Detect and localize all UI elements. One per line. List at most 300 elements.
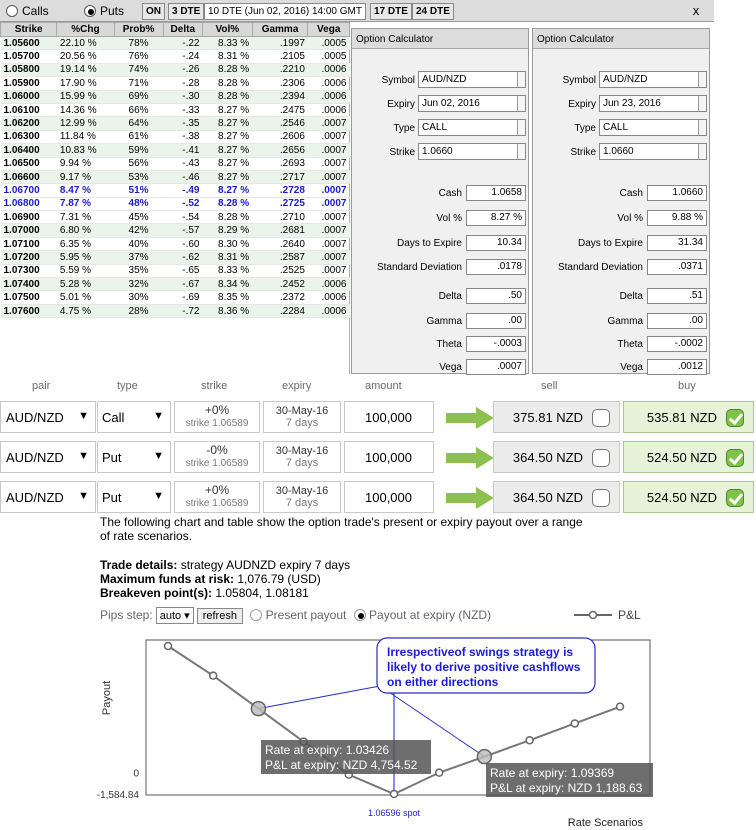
sell-price: 364.50 NZD [512, 490, 583, 505]
strike-select[interactable]: 1.0660 [418, 143, 526, 160]
expiry-date: 30-May-16 [275, 445, 329, 457]
chain-cell: -.30 [163, 90, 202, 103]
chain-header-prob[interactable]: Prob% [114, 23, 163, 37]
chevron-down-icon: ▼ [78, 490, 89, 502]
chain-cell: 11.84 % [57, 130, 114, 143]
legend-marker [590, 612, 597, 619]
expiry-days: 7 days [285, 497, 319, 509]
chain-cell: .0007 [308, 264, 350, 277]
data-point [165, 643, 172, 650]
chain-cell: 8.27 % [202, 144, 252, 157]
chain-cell: -.60 [163, 237, 202, 250]
days-field[interactable]: 10.34 [466, 235, 526, 251]
puts-radio-icon [84, 5, 96, 17]
pips-step-select[interactable]: auto ▾ [156, 607, 194, 624]
pips-step-label: Pips step: [100, 608, 153, 622]
chain-cell: 1.07600 [1, 304, 57, 317]
amount-value: 100,000 [365, 450, 412, 465]
data-point [526, 737, 533, 744]
chain-cell: 8.27 % [202, 170, 252, 183]
strike-value: strike 1.06589 [185, 458, 249, 469]
theta-field[interactable]: -.0002 [647, 336, 707, 352]
arrow-right-icon [446, 407, 494, 429]
chain-cell: .0007 [308, 251, 350, 264]
chain-cell: .1997 [252, 37, 308, 50]
expiry-days: 7 days [285, 457, 319, 469]
breakeven-value: 1.05804, 1.08181 [212, 586, 309, 600]
chain-cell: 8.31 % [202, 50, 252, 63]
chain-cell: .2105 [252, 50, 308, 63]
chain-cell: 5.95 % [57, 251, 114, 264]
tooltip-left-line-1: Rate at expiry: 1.03426 [265, 743, 390, 757]
vega-field[interactable]: .0012 [647, 359, 707, 375]
puts-label: Puts [100, 4, 125, 18]
chain-header-delta[interactable]: Delta [163, 23, 202, 37]
chain-row[interactable] [1, 304, 350, 317]
strike-percent: +0% [204, 483, 230, 497]
chain-cell: -.62 [163, 251, 202, 264]
symbol-label: Symbol [381, 75, 415, 86]
chain-row[interactable] [1, 170, 350, 183]
buy-header: buy [678, 380, 696, 392]
chain-cell: 6.80 % [57, 224, 114, 237]
strike-percent: +0% [204, 403, 230, 417]
trade-details [100, 558, 350, 600]
chain-cell: .2640 [252, 237, 308, 250]
delta-label: Delta [619, 291, 643, 302]
symbol-select[interactable]: AUD/NZD [599, 71, 707, 88]
chain-cell: 8.33 % [202, 264, 252, 277]
chain-cell: .0007 [308, 144, 350, 157]
chain-cell: 56% [114, 157, 163, 170]
x-axis-label: Rate Scenarios [567, 817, 643, 829]
buy-price: 524.50 NZD [646, 490, 717, 505]
arrow-right-icon [446, 447, 494, 469]
type-value: Put [102, 450, 122, 465]
pair-select[interactable] [0, 441, 96, 473]
symbol-label: Symbol [562, 75, 596, 86]
tooltip-right-line-1: Rate at expiry: 1.09369 [490, 766, 615, 780]
annotation-text: likely to derive positive cashflows [387, 660, 581, 674]
chain-cell: .0007 [308, 211, 350, 224]
chain-header-gamma[interactable]: Gamma [252, 23, 308, 37]
chain-cell: 8.30 % [202, 237, 252, 250]
chain-cell: 61% [114, 130, 163, 143]
chain-cell: 28% [114, 304, 163, 317]
chain-cell: -.69 [163, 291, 202, 304]
chain-header-chg[interactable]: %Chg [57, 23, 114, 37]
amount-input[interactable] [344, 401, 434, 433]
chain-header-vol[interactable]: Vol% [202, 23, 252, 37]
type-header: type [117, 380, 138, 392]
chain-cell: .2587 [252, 251, 308, 264]
tab-3dte[interactable]: 3 DTE [168, 3, 204, 20]
chain-cell: 1.06400 [1, 144, 57, 157]
chain-cell: .2693 [252, 157, 308, 170]
data-point [251, 702, 265, 716]
chain-cell: 37% [114, 251, 163, 264]
gamma-field[interactable]: .00 [466, 313, 526, 329]
arrow-right-icon [446, 487, 494, 509]
days-label: Days to Expire [577, 238, 643, 249]
chain-row[interactable] [1, 144, 350, 157]
sell-checkbox[interactable] [592, 409, 610, 427]
chain-cell: .2681 [252, 224, 308, 237]
chain-cell: .0006 [308, 291, 350, 304]
chain-cell: 1.05900 [1, 77, 57, 90]
chain-cell: 71% [114, 77, 163, 90]
chain-cell: .2284 [252, 304, 308, 317]
type-label: Type [393, 123, 415, 134]
pair-value: AUD/NZD [6, 490, 64, 505]
chain-cell: .0005 [308, 37, 350, 50]
chain-cell: 8.27 % [202, 157, 252, 170]
gamma-label: Gamma [426, 316, 462, 327]
chain-cell: 1.07200 [1, 251, 57, 264]
chain-cell: 35% [114, 264, 163, 277]
type-select[interactable] [97, 481, 171, 513]
pair-value: AUD/NZD [6, 410, 64, 425]
tab-17dte[interactable]: 17 DTE [370, 3, 412, 20]
vol-label: Vol % [436, 213, 462, 224]
strike-cell [174, 441, 260, 473]
expiry-select[interactable]: Jun 23, 2016 [599, 95, 707, 112]
chain-cell: 5.59 % [57, 264, 114, 277]
chain-cell: -.28 [163, 77, 202, 90]
chain-cell: .0007 [308, 197, 350, 210]
chain-cell: 8.27 % [202, 130, 252, 143]
chain-cell: .0006 [308, 77, 350, 90]
calls-radio-icon [6, 5, 18, 17]
chain-row[interactable] [1, 50, 350, 63]
vol-field[interactable]: 9.88 % [647, 210, 707, 226]
spot-label: 1.06596 spot [367, 808, 421, 818]
chain-cell: 8.28 % [202, 77, 252, 90]
pair-select[interactable] [0, 481, 96, 513]
chain-cell: 8.47 % [57, 184, 114, 197]
close-icon[interactable]: x [692, 3, 700, 18]
days-field[interactable]: 31.34 [647, 235, 707, 251]
strike-cell [174, 481, 260, 513]
strike-header: strike [201, 380, 228, 392]
vega-label: Vega [620, 362, 643, 373]
amount-input[interactable] [344, 441, 434, 473]
chain-cell: .2372 [252, 291, 308, 304]
chain-cell: .0006 [308, 63, 350, 76]
chevron-down-icon: ▼ [78, 450, 89, 462]
chevron-down-icon [698, 120, 706, 135]
cash-label: Cash [619, 188, 643, 199]
chain-cell: .0007 [308, 184, 350, 197]
chain-cell: 8.27 % [202, 103, 252, 116]
type-label: Type [574, 123, 596, 134]
chain-cell: 69% [114, 90, 163, 103]
chain-cell: .0006 [308, 90, 350, 103]
max-funds-value: 1,076.79 (USD) [234, 572, 321, 586]
tab-10dte[interactable]: 10 DTE (Jun 02, 2016) 14:00 GMT [204, 3, 366, 20]
chain-cell: 8.28 % [202, 197, 252, 210]
chain-cell: .2728 [252, 184, 308, 197]
chain-cell: 76% [114, 50, 163, 63]
check-icon[interactable] [726, 449, 744, 467]
chain-cell: 17.90 % [57, 77, 114, 90]
chain-row[interactable] [1, 90, 350, 103]
chain-cell: -.49 [163, 184, 202, 197]
expiry-toolbar [0, 0, 714, 22]
gamma-field[interactable]: .00 [647, 313, 707, 329]
delta-field[interactable]: .50 [466, 288, 526, 304]
chain-cell: 10.83 % [57, 144, 114, 157]
chain-cell: 66% [114, 103, 163, 116]
chain-cell: 1.07500 [1, 291, 57, 304]
chain-cell: -.26 [163, 63, 202, 76]
chain-cell: 8.28 % [202, 90, 252, 103]
chain-cell: .2210 [252, 63, 308, 76]
chain-cell: 19.14 % [57, 63, 114, 76]
chain-cell: 9.94 % [57, 157, 114, 170]
delta-field[interactable]: .51 [647, 288, 707, 304]
y-tick-label: 0 [133, 768, 139, 780]
chevron-down-icon: ▼ [153, 450, 164, 462]
chain-cell: .0006 [308, 103, 350, 116]
chain-row[interactable] [1, 291, 350, 304]
calls-radio[interactable] [6, 4, 49, 18]
chain-cell: 1.06800 [1, 197, 57, 210]
chain-cell: 1.07100 [1, 237, 57, 250]
breakeven-label: Breakeven point(s): [100, 586, 213, 600]
chain-row[interactable] [1, 237, 350, 250]
chain-cell: -.57 [163, 224, 202, 237]
sd-label: Standard Deviation [557, 262, 643, 273]
calls-label: Calls [22, 4, 49, 18]
on-button[interactable]: ON [142, 3, 165, 20]
chain-cell: 42% [114, 224, 163, 237]
calculator-title: Option Calculator [352, 29, 528, 49]
calculator-title: Option Calculator [533, 29, 709, 49]
chain-cell: -.38 [163, 130, 202, 143]
chain-cell: .2710 [252, 211, 308, 224]
cash-field[interactable]: 1.0658 [466, 185, 526, 201]
vega-field[interactable]: .0007 [466, 359, 526, 375]
buy-price-button[interactable] [623, 441, 754, 473]
chain-cell: -.52 [163, 197, 202, 210]
type-select[interactable]: CALL [599, 119, 707, 136]
vega-label: Vega [439, 362, 462, 373]
chain-cell: -.22 [163, 37, 202, 50]
chain-cell: 12.99 % [57, 117, 114, 130]
chain-cell: 8.33 % [202, 37, 252, 50]
chain-cell: -.43 [163, 157, 202, 170]
type-select[interactable]: CALL [418, 119, 526, 136]
symbol-select[interactable]: AUD/NZD [418, 71, 526, 88]
chain-cell: -.24 [163, 50, 202, 63]
chain-cell: -.46 [163, 170, 202, 183]
expiry-label: Expiry [568, 99, 596, 110]
data-point [210, 672, 217, 679]
check-icon[interactable] [726, 489, 744, 507]
chain-cell: 8.36 % [202, 304, 252, 317]
chain-row[interactable] [1, 157, 350, 170]
sell-checkbox[interactable] [592, 489, 610, 507]
chain-cell: 1.06000 [1, 90, 57, 103]
chain-row[interactable] [1, 197, 350, 210]
order-row [0, 401, 756, 435]
chevron-down-icon [698, 96, 706, 111]
data-point [391, 791, 398, 798]
pair-select[interactable] [0, 401, 96, 433]
chain-cell: .0006 [308, 304, 350, 317]
chain-cell: 7.31 % [57, 211, 114, 224]
expiry-days: 7 days [285, 417, 319, 429]
sell-price: 375.81 NZD [512, 410, 583, 425]
chain-row[interactable] [1, 63, 350, 76]
chain-cell: -.67 [163, 278, 202, 291]
amount-value: 100,000 [365, 410, 412, 425]
chain-cell: 5.28 % [57, 278, 114, 291]
chain-cell: 5.01 % [57, 291, 114, 304]
option-calculator-right [532, 28, 710, 374]
chain-cell: .2525 [252, 264, 308, 277]
strike-percent: -0% [206, 443, 228, 457]
order-row [0, 441, 756, 475]
chain-cell: .2475 [252, 103, 308, 116]
chain-cell: .2394 [252, 90, 308, 103]
description-line-1: The following chart and table show the option trade's present or expiry payout over a range [100, 515, 583, 529]
chain-cell: 8.29 % [202, 224, 252, 237]
chart-description [100, 515, 583, 543]
sell-price-button[interactable] [493, 481, 620, 513]
chain-cell: .0007 [308, 237, 350, 250]
chain-cell: 48% [114, 197, 163, 210]
chain-cell: .0007 [308, 157, 350, 170]
sell-header: sell [541, 380, 558, 392]
chain-cell: 8.27 % [202, 117, 252, 130]
chain-cell: .2656 [252, 144, 308, 157]
chain-cell: .0007 [308, 170, 350, 183]
chain-cell: .0007 [308, 117, 350, 130]
option-chain-panel [0, 0, 350, 374]
gamma-label: Gamma [607, 316, 643, 327]
annotation-text: Irrespectiveof swings strategy is [387, 645, 574, 659]
cash-field[interactable]: 1.0660 [647, 185, 707, 201]
chain-cell: 1.06300 [1, 130, 57, 143]
sd-field[interactable]: .0178 [466, 259, 526, 275]
chain-cell: 1.06900 [1, 211, 57, 224]
data-point [477, 750, 491, 764]
days-label: Days to Expire [396, 238, 462, 249]
sell-checkbox[interactable] [592, 449, 610, 467]
refresh-button[interactable]: refresh [197, 608, 243, 624]
strike-select[interactable]: 1.0660 [599, 143, 707, 160]
chevron-down-icon [517, 96, 525, 111]
chain-row[interactable] [1, 278, 350, 291]
buy-price: 535.81 NZD [646, 410, 717, 425]
option-calculator-left [351, 28, 529, 374]
chain-cell: 30% [114, 291, 163, 304]
chain-cell: .0005 [308, 50, 350, 63]
chain-row[interactable] [1, 130, 350, 143]
chevron-down-icon [698, 72, 706, 87]
delta-label: Delta [438, 291, 462, 302]
vol-field[interactable]: 8.27 % [466, 210, 526, 226]
y-tick-label: -1,584.84 [96, 790, 139, 801]
chain-row[interactable] [1, 224, 350, 237]
type-select[interactable] [97, 401, 171, 433]
chain-cell: 8.28 % [202, 211, 252, 224]
expiry-date: 30-May-16 [275, 485, 329, 497]
payout-chart [0, 600, 756, 830]
chain-row[interactable] [1, 117, 350, 130]
theta-field[interactable]: -.0003 [466, 336, 526, 352]
chain-cell: -.41 [163, 144, 202, 157]
pair-header: pair [32, 380, 51, 392]
present-payout-label: Present payout [265, 608, 347, 622]
sell-price-button[interactable] [493, 441, 620, 473]
annotation-text: on either directions [387, 675, 499, 689]
trade-details-label: Trade details: [100, 558, 178, 572]
chain-row[interactable] [1, 103, 350, 116]
max-funds-label: Maximum funds at risk: [100, 572, 235, 586]
chevron-down-icon [517, 144, 525, 159]
chain-cell: 53% [114, 170, 163, 183]
sell-price-button[interactable] [493, 401, 620, 433]
expiry-select[interactable]: Jun 02, 2016 [418, 95, 526, 112]
chain-cell: 1.06100 [1, 103, 57, 116]
chain-row[interactable] [1, 264, 350, 277]
chain-cell: 8.27 % [202, 184, 252, 197]
chain-row[interactable] [1, 251, 350, 264]
chain-row[interactable] [1, 77, 350, 90]
puts-radio[interactable] [84, 4, 124, 18]
chain-header-vega[interactable]: Vega [308, 23, 350, 37]
chain-cell: .2606 [252, 130, 308, 143]
chain-cell: 8.35 % [202, 291, 252, 304]
chain-cell: .2546 [252, 117, 308, 130]
data-point [571, 720, 578, 727]
chain-cell: 1.06700 [1, 184, 57, 197]
vol-label: Vol % [617, 213, 643, 224]
chain-cell: 78% [114, 37, 163, 50]
chevron-down-icon: ▼ [153, 490, 164, 502]
amount-input[interactable] [344, 481, 434, 513]
expiry-payout-label: Payout at expiry (NZD) [369, 608, 492, 622]
chain-row[interactable] [1, 184, 350, 197]
buy-price-button[interactable] [623, 481, 754, 513]
chain-row[interactable] [1, 37, 350, 50]
option-chain-table [0, 22, 350, 318]
sd-field[interactable]: .0371 [647, 259, 707, 275]
theta-label: Theta [617, 339, 643, 350]
chain-cell: 51% [114, 184, 163, 197]
buy-price-button[interactable] [623, 401, 754, 433]
chain-row[interactable] [1, 211, 350, 224]
chain-cell: 1.07000 [1, 224, 57, 237]
chain-cell: .0007 [308, 224, 350, 237]
chain-cell: 1.06200 [1, 117, 57, 130]
chain-cell: 22.10 % [57, 37, 114, 50]
chain-cell: 6.35 % [57, 237, 114, 250]
chain-cell: 20.56 % [57, 50, 114, 63]
amount-value: 100,000 [365, 490, 412, 505]
type-select[interactable] [97, 441, 171, 473]
chain-cell: 1.07300 [1, 264, 57, 277]
chain-cell: 1.06600 [1, 170, 57, 183]
chain-cell: .2452 [252, 278, 308, 291]
chain-header-strike[interactable]: Strike [1, 23, 57, 37]
type-value: Call [102, 410, 125, 425]
check-icon[interactable] [726, 409, 744, 427]
tab-24dte[interactable]: 24 DTE [412, 3, 454, 20]
